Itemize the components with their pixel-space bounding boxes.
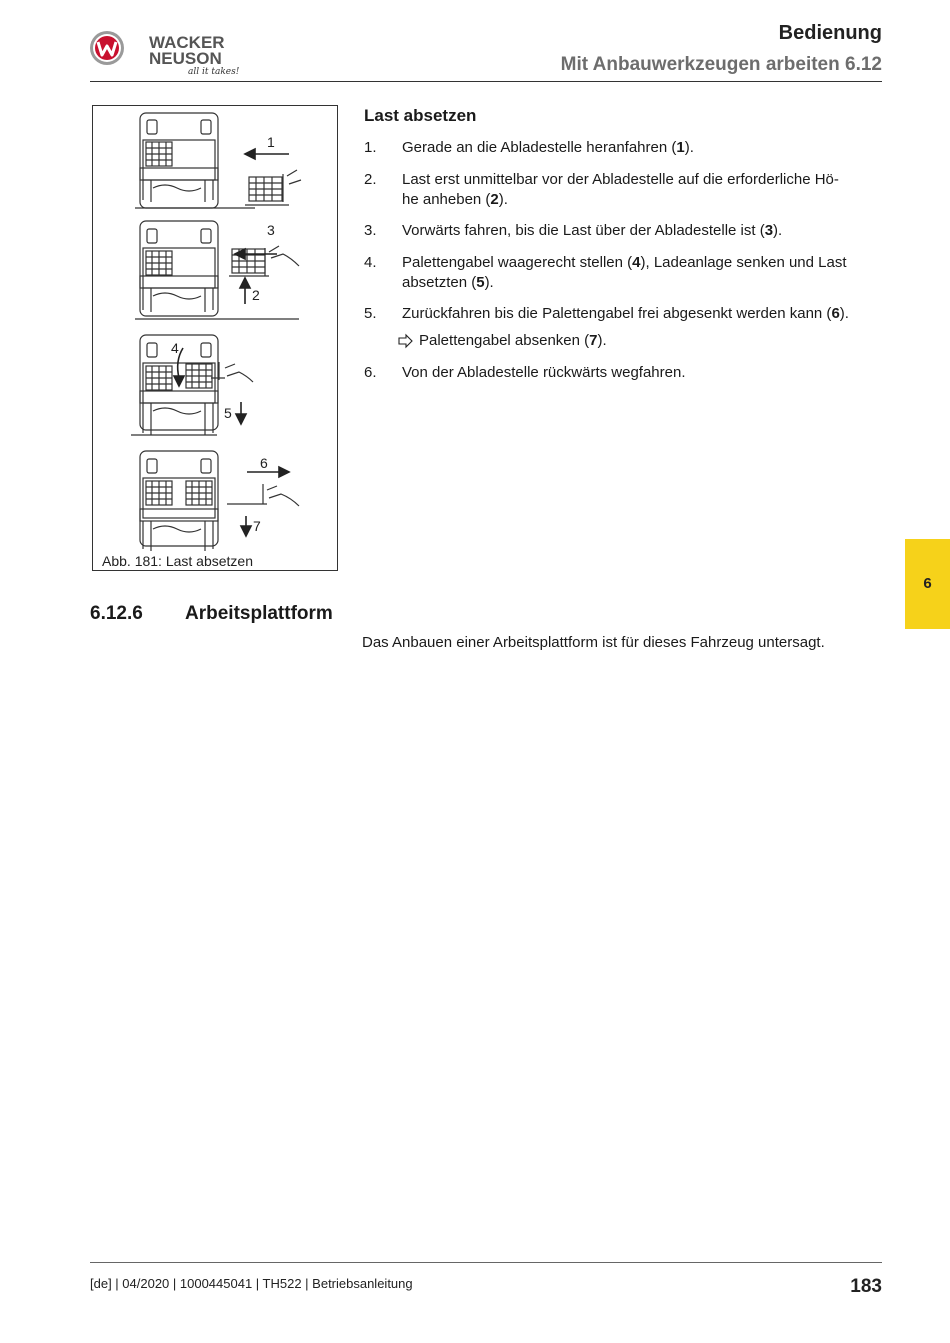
result-text: Palettengabel absenken (7). xyxy=(419,332,607,349)
page-number: 183 xyxy=(850,1276,882,1297)
step-text: Von der Abladestelle rückwärts wegfahren. xyxy=(402,364,686,381)
panel-approach xyxy=(135,113,301,208)
wacker-neuson-logo xyxy=(88,28,248,80)
step-text: Vorwärts fahren, bis die Last über der Abladestelle ist (3). xyxy=(402,222,783,239)
step-number: 6. xyxy=(364,364,377,381)
callout-7: 7 xyxy=(253,518,261,534)
step-number: 4. xyxy=(364,254,377,271)
section-body: Das Anbauen einer Arbeitsplattform ist für dieses Fahrzeug untersagt. xyxy=(362,634,825,651)
step-number: 2. xyxy=(364,171,377,188)
step-text: Palettengabel waagerecht stellen (4), Ladeanlage senken und Last absetzten (5). xyxy=(402,254,847,291)
chapter-tab-label: 6 xyxy=(923,575,932,592)
chapter-tab[interactable] xyxy=(905,539,950,629)
header-title: Bedienung xyxy=(778,22,882,44)
callout-1: 1 xyxy=(267,134,275,150)
logo-brand-line2: NEUSON xyxy=(149,49,222,68)
header-rule xyxy=(90,81,882,82)
panel-set-down xyxy=(131,335,253,435)
step-number: 1. xyxy=(364,139,377,156)
section-title: Arbeitsplattform xyxy=(185,603,333,624)
callout-5: 5 xyxy=(224,405,232,421)
footer-document-info: [de] | 04/2020 | 1000445041 | TH522 | Betriebsanleitung xyxy=(90,1276,413,1291)
callout-6: 6 xyxy=(260,455,268,471)
result-arrow-icon xyxy=(398,331,414,351)
procedure-title: Last absetzen xyxy=(364,106,477,125)
step-text: Last erst unmittelbar vor der Abladestelle auf die erforderliche Hö- he anheben (2). xyxy=(402,171,839,208)
logo-brand-line1: WACKER xyxy=(149,33,225,52)
illustration-unloading-sequence xyxy=(93,106,337,570)
callout-2: 2 xyxy=(252,287,260,303)
callout-3: 3 xyxy=(267,222,275,238)
step-number: 5. xyxy=(364,305,377,322)
callout-4: 4 xyxy=(171,340,179,356)
section-number: 6.12.6 xyxy=(90,603,143,624)
figure-caption: Abb. 181: Last absetzen xyxy=(102,553,253,569)
step-text: Zurückfahren bis die Palettengabel frei abgesenkt werden kann (6). xyxy=(402,305,849,322)
step-number: 3. xyxy=(364,222,377,239)
panel-withdraw xyxy=(140,451,299,551)
step-text: Gerade an die Abladestelle heranfahren (1). xyxy=(402,139,694,156)
header-subtitle: Mit Anbauwerkzeugen arbeiten 6.12 xyxy=(560,54,882,75)
figure-last-absetzen xyxy=(92,105,338,571)
footer-rule xyxy=(90,1262,882,1263)
logo-slogan: all it takes! xyxy=(188,67,240,77)
